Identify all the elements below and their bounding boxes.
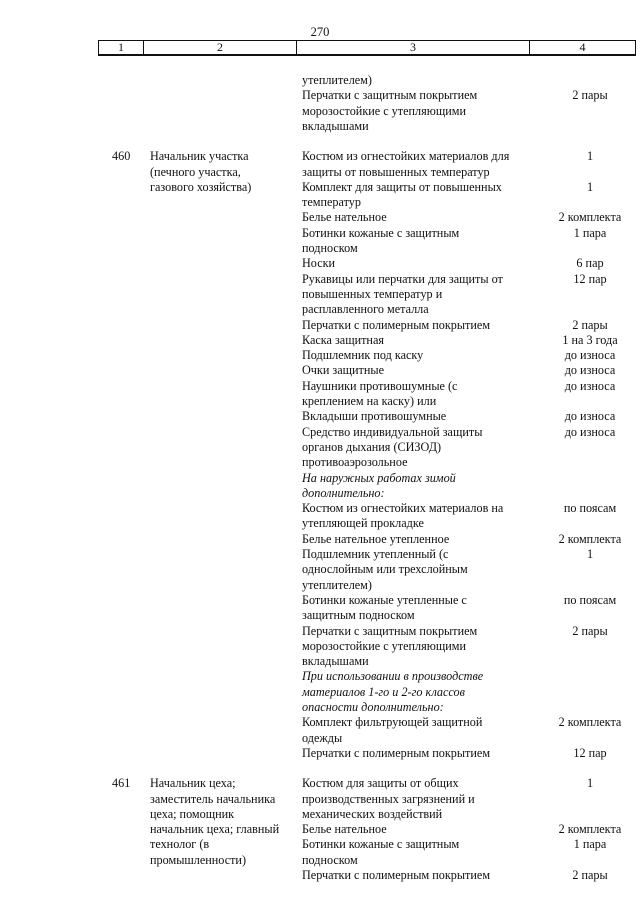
section-note-line: На наружных работах зимой: [302, 470, 456, 485]
header-col-3: 3: [297, 41, 530, 54]
item-quantity: 1: [586, 776, 594, 791]
item-quantity: 2 комплекта: [558, 531, 622, 546]
item-name-line: Подшлемник под каску: [302, 348, 424, 363]
item-name-line: Комплект для защиты от повышенных: [302, 179, 502, 194]
item-name-line: вкладышами: [302, 118, 369, 133]
item-quantity: 1 пара: [573, 837, 607, 852]
item-name-line: морозостойкие с утепляющими: [302, 638, 466, 653]
item-quantity: 2 комплекта: [558, 822, 622, 837]
item-quantity: 6 пар: [576, 256, 604, 271]
item-quantity: до износа: [564, 424, 616, 439]
item-name-line: Носки: [302, 256, 336, 271]
row-number: 460: [112, 149, 131, 164]
item-name-line: Ботинки кожаные утепленные с: [302, 592, 467, 607]
item-quantity: до износа: [564, 378, 616, 393]
item-name-line: Костюм из огнестойких материалов на: [302, 501, 504, 516]
item-name-line: утеплителем): [302, 577, 372, 592]
item-name-line: утепляющей прокладке: [302, 516, 424, 531]
item-quantity: 2 комплекта: [558, 715, 622, 730]
row-number: 461: [112, 776, 131, 791]
item-name-line: механических воздействий: [302, 806, 443, 821]
item-name-line: противоаэрозольное: [302, 455, 408, 470]
item-name-line: Белье нательное: [302, 210, 387, 225]
item-name-line: креплением на каску) или: [302, 394, 437, 408]
item-name-line: одежды: [302, 730, 343, 745]
item-name-line: Вкладыши противошумные: [302, 409, 447, 424]
item-quantity: 1 на 3 года: [562, 332, 618, 347]
item-name-line: Ботинки кожаные с защитным: [302, 225, 460, 240]
item-name-line: Средство индивидуальной защиты: [302, 424, 483, 439]
position-title-line: Начальник цеха;: [150, 776, 236, 791]
header-col-2: 2: [144, 41, 297, 54]
item-quantity: 1: [586, 547, 594, 561]
item-quantity: до износа: [564, 348, 616, 363]
position-title-line: цеха; помощник: [150, 806, 235, 821]
item-quantity: 12 пар: [573, 745, 607, 760]
item-name-line: защиты от повышенных температур: [302, 164, 490, 179]
position-title-line: заместитель начальника: [150, 791, 276, 806]
table-header: [98, 40, 636, 55]
item-name-line: Комплект фильтрующей защитной: [302, 715, 483, 730]
item-name-line: органов дыхания (СИЗОД): [302, 439, 442, 454]
item-quantity: 12 пар: [573, 271, 607, 286]
header-bottom-rule: [98, 55, 636, 56]
item-quantity: 1: [586, 149, 594, 164]
item-quantity: 2 пары: [572, 88, 608, 103]
item-quantity: до износа: [564, 363, 616, 378]
position-title-line: (печного участка,: [150, 164, 241, 179]
section-note-line: дополнительно:: [302, 485, 385, 500]
item-quantity: 2 пары: [572, 623, 608, 638]
item-quantity: до износа: [564, 409, 616, 424]
item-name-line: температур: [302, 195, 361, 210]
item-name-line: Перчатки с полимерным покрытием: [302, 317, 491, 332]
position-title-line: промышленности): [150, 852, 247, 867]
item-quantity: по поясам: [563, 501, 617, 516]
section-note-line: опасности дополнительно:: [302, 700, 444, 714]
position-title-line: газового хозяйства): [150, 179, 252, 194]
item-name-line: однослойным или трехслойным: [302, 562, 468, 577]
item-quantity: 1: [586, 179, 594, 194]
item-name-line: вкладышами: [302, 654, 369, 669]
header-col-1: 1: [99, 41, 144, 54]
header-col-4: 4: [579, 40, 586, 54]
item-name-line: Белье нательное утепленное: [302, 531, 450, 546]
item-name-line: Перчатки с защитным покрытием: [302, 88, 478, 103]
item-name-line: Перчатки с полимерным покрытием: [302, 745, 491, 760]
item-name-line: Подшлемник утепленный (с: [302, 547, 449, 561]
item-quantity: 2 комплекта: [558, 210, 622, 225]
item-name-line: производственных загрязнений и: [302, 791, 475, 806]
item-name-line: Перчатки с защитным покрытием: [302, 623, 478, 638]
item-name-line: Перчатки с полимерным покрытием: [302, 868, 491, 882]
position-title-line: Начальник участка: [150, 149, 249, 164]
item-name-line: Костюм из огнестойких материалов для: [302, 149, 510, 164]
item-name-line: утеплителем): [302, 73, 372, 87]
item-name-line: Каска защитная: [302, 332, 384, 347]
item-quantity: по поясам: [563, 592, 617, 607]
position-title-line: начальник цеха; главный: [150, 822, 280, 837]
item-quantity: 1 пара: [573, 225, 607, 240]
position-title-line: технолог (в: [150, 837, 210, 852]
item-name-line: расплавленного металла: [302, 302, 429, 317]
item-name-line: подноском: [302, 852, 358, 867]
section-note-line: материалов 1-го и 2-го классов: [302, 684, 465, 699]
item-name-line: Рукавицы или перчатки для защиты от: [302, 271, 503, 286]
section-note-line: При использовании в производстве: [302, 669, 484, 684]
item-quantity: 2 пары: [572, 868, 608, 882]
item-quantity: 2 пары: [572, 317, 608, 332]
item-name-line: морозостойкие с утепляющими: [302, 103, 466, 118]
item-name-line: Очки защитные: [302, 363, 384, 378]
item-name-line: повышенных температур и: [302, 286, 443, 301]
item-name-line: Белье нательное: [302, 822, 387, 837]
item-name-line: Наушники противошумные (с: [302, 378, 458, 393]
item-name-line: Костюм для защиты от общих: [302, 776, 459, 791]
item-name-line: защитным подноском: [302, 608, 415, 623]
item-name-line: Ботинки кожаные с защитным: [302, 837, 460, 852]
item-name-line: подноском: [302, 241, 358, 255]
page-number: 270: [310, 25, 330, 39]
